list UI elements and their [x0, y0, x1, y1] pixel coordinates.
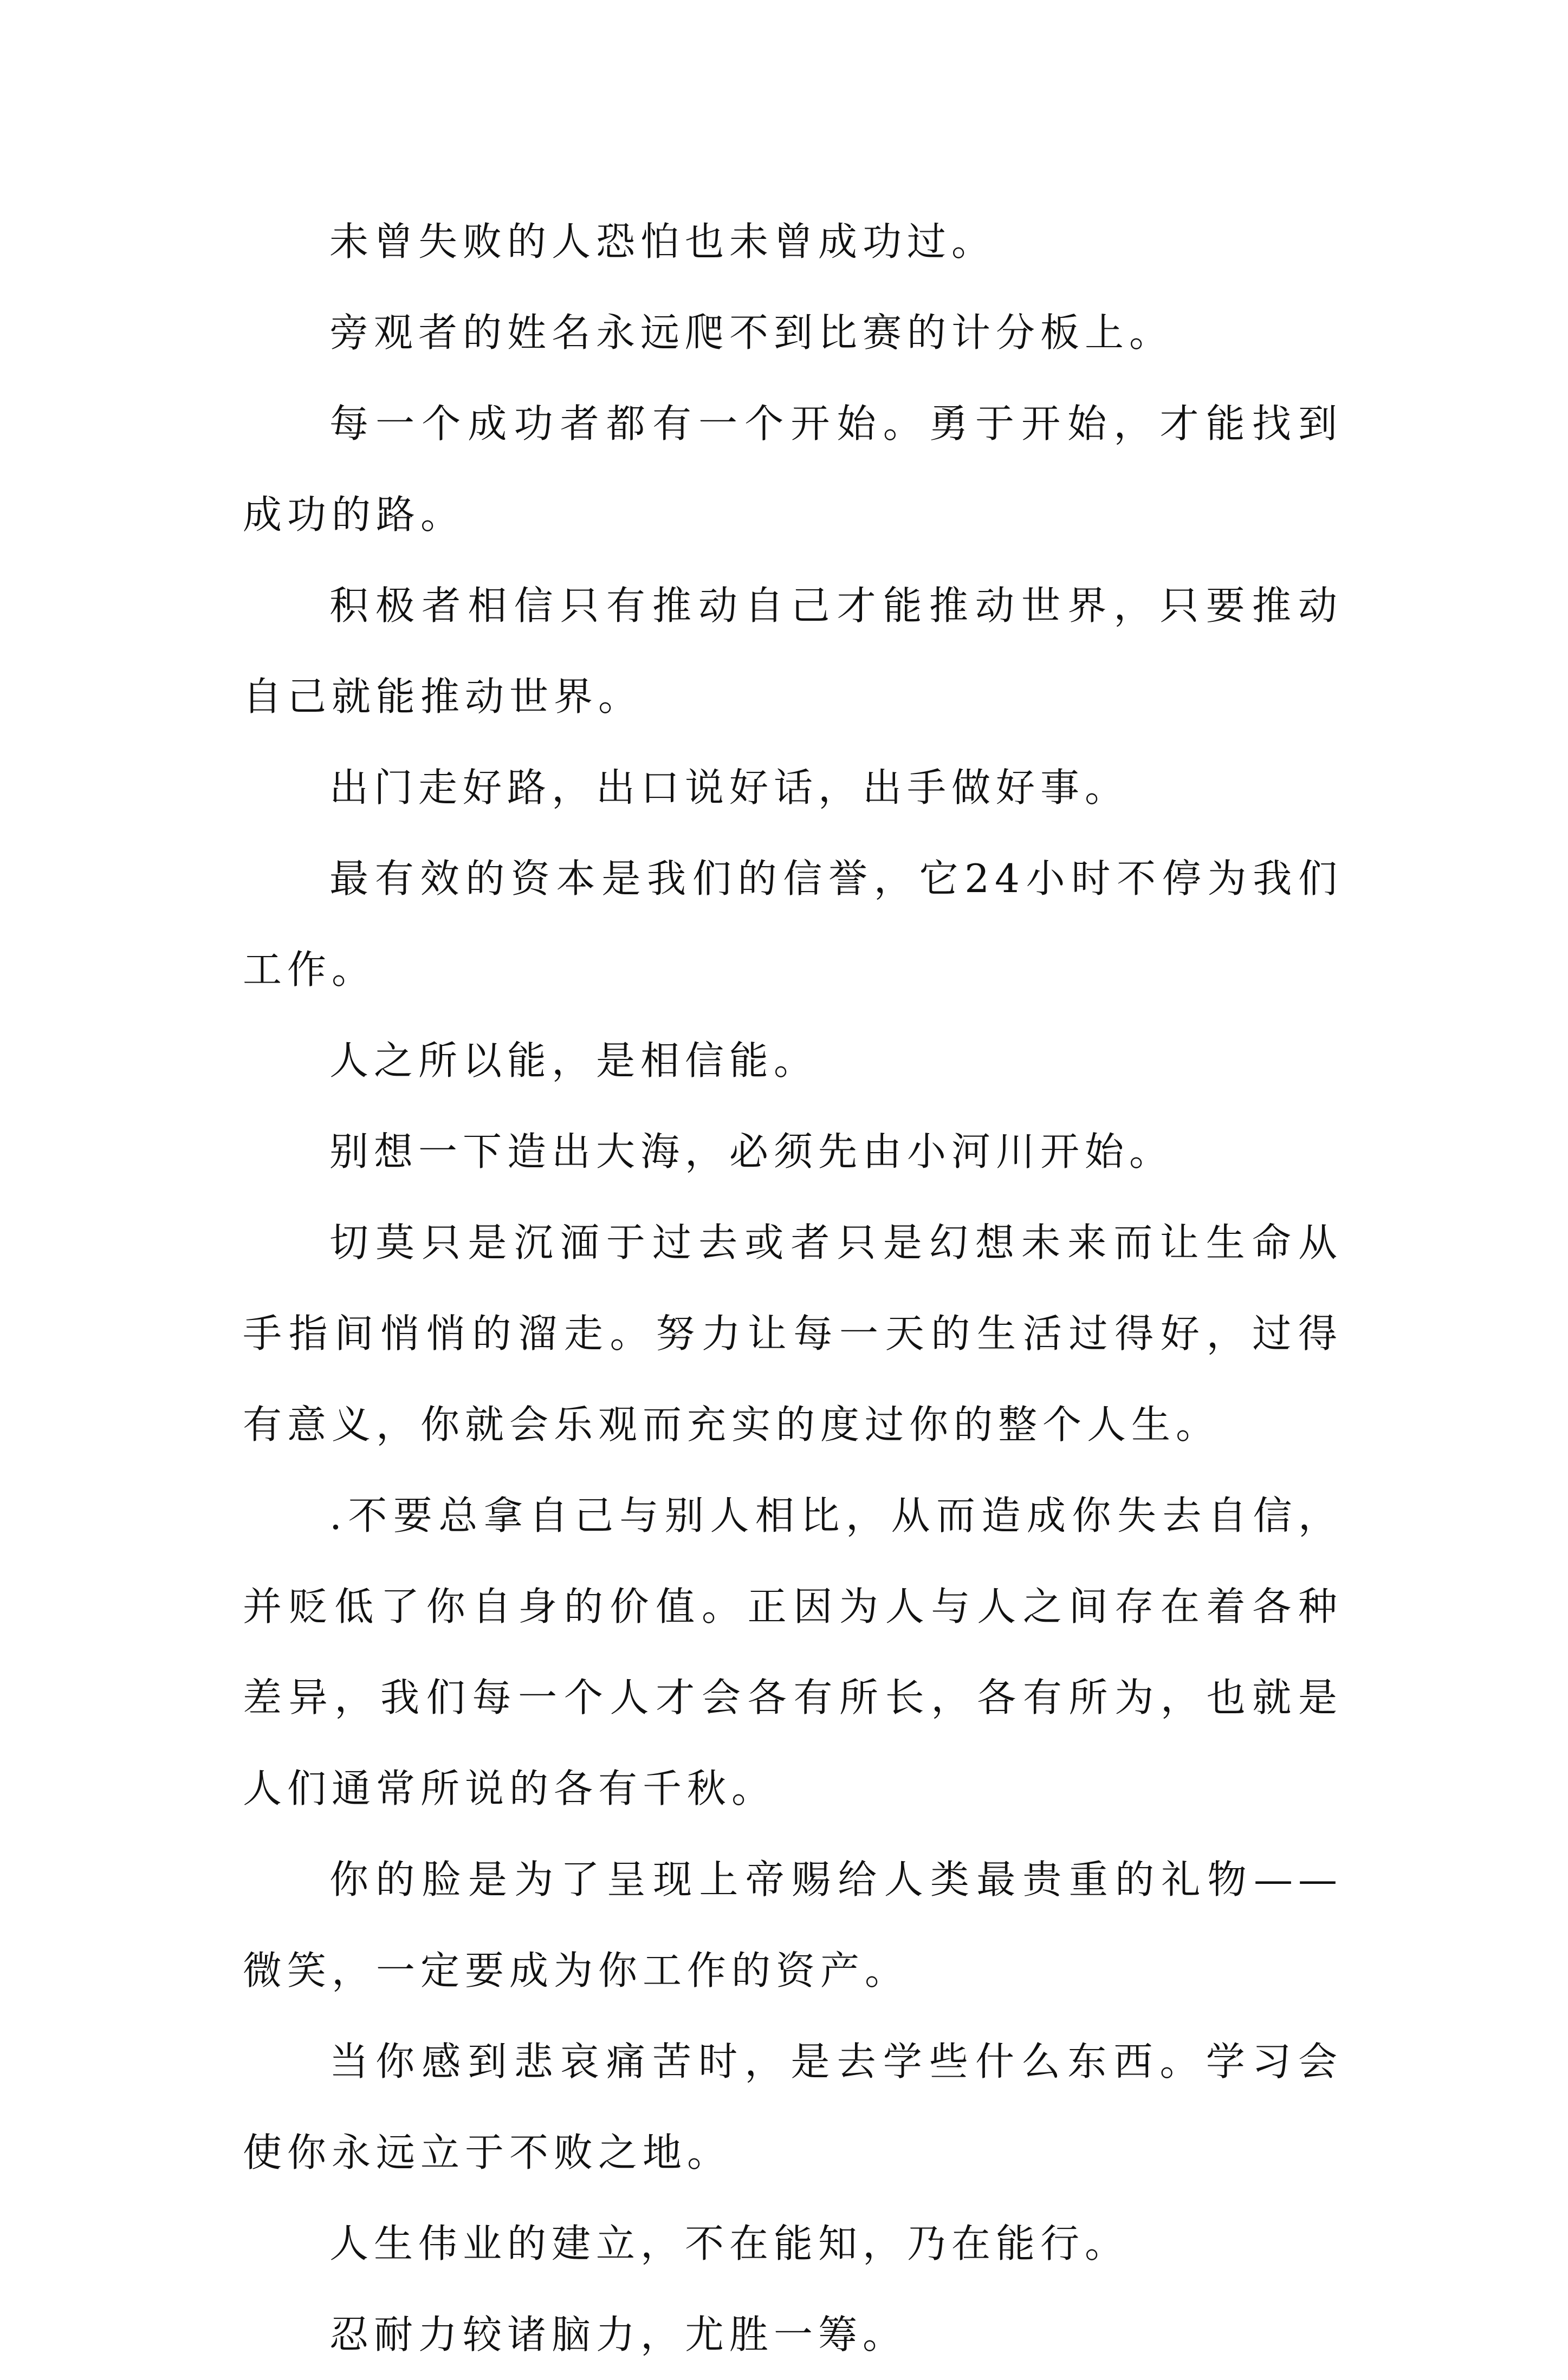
paragraph: 你的脸是为了呈现上帝赐给人类最贵重的礼物——微笑，一定要成为你工作的资产。: [243, 1857, 1343, 1993]
paragraph: 人之所以能，是相信能。: [329, 1038, 819, 1083]
paragraph: .不要总拿自己与别人相比，从而造成你失去自信，并贬低了你自身的价值。正因为人与人之间存在着各种差异，我们每一个人才会各有所长，各有所为，也就是人们通常所说的各有千秋。: [243, 1493, 1343, 1811]
paragraph: 每一个成功者都有一个开始。勇于开始，才能找到成功的路。: [243, 401, 1343, 537]
paragraph: 当你感到悲哀痛苦时，是去学些什么东西。学习会使你永远立于不败之地。: [243, 2039, 1343, 2175]
paragraph: 出门走好路，出口说好话，出手做好事。: [329, 765, 1130, 810]
paragraph: 旁观者的姓名永远爬不到比赛的计分板上。: [329, 310, 1174, 355]
paragraph: 最有效的资本是我们的信誉，它24小时不停为我们工作。: [243, 856, 1343, 992]
paragraph: 切莫只是沉湎于过去或者只是幻想未来而让生命从手指间悄悄的溜走。努力让每一天的生活过得好，过得有意义，你就会乐观而充实的度过你的整个人生。: [243, 1220, 1343, 1447]
document-body: [243, 196, 1343, 2380]
paragraph: 未曾失败的人恐怕也未曾成功过。: [329, 219, 996, 264]
paragraph: 积极者相信只有推动自己才能推动世界，只要推动自己就能推动世界。: [243, 583, 1343, 719]
paragraph: 别想一下造出大海，必须先由小河川开始。: [329, 1129, 1174, 1174]
paragraph: 忍耐力较诸脑力，尤胜一筹。: [329, 2312, 908, 2357]
paragraph: 人生伟业的建立，不在能知，乃在能行。: [329, 2221, 1130, 2266]
